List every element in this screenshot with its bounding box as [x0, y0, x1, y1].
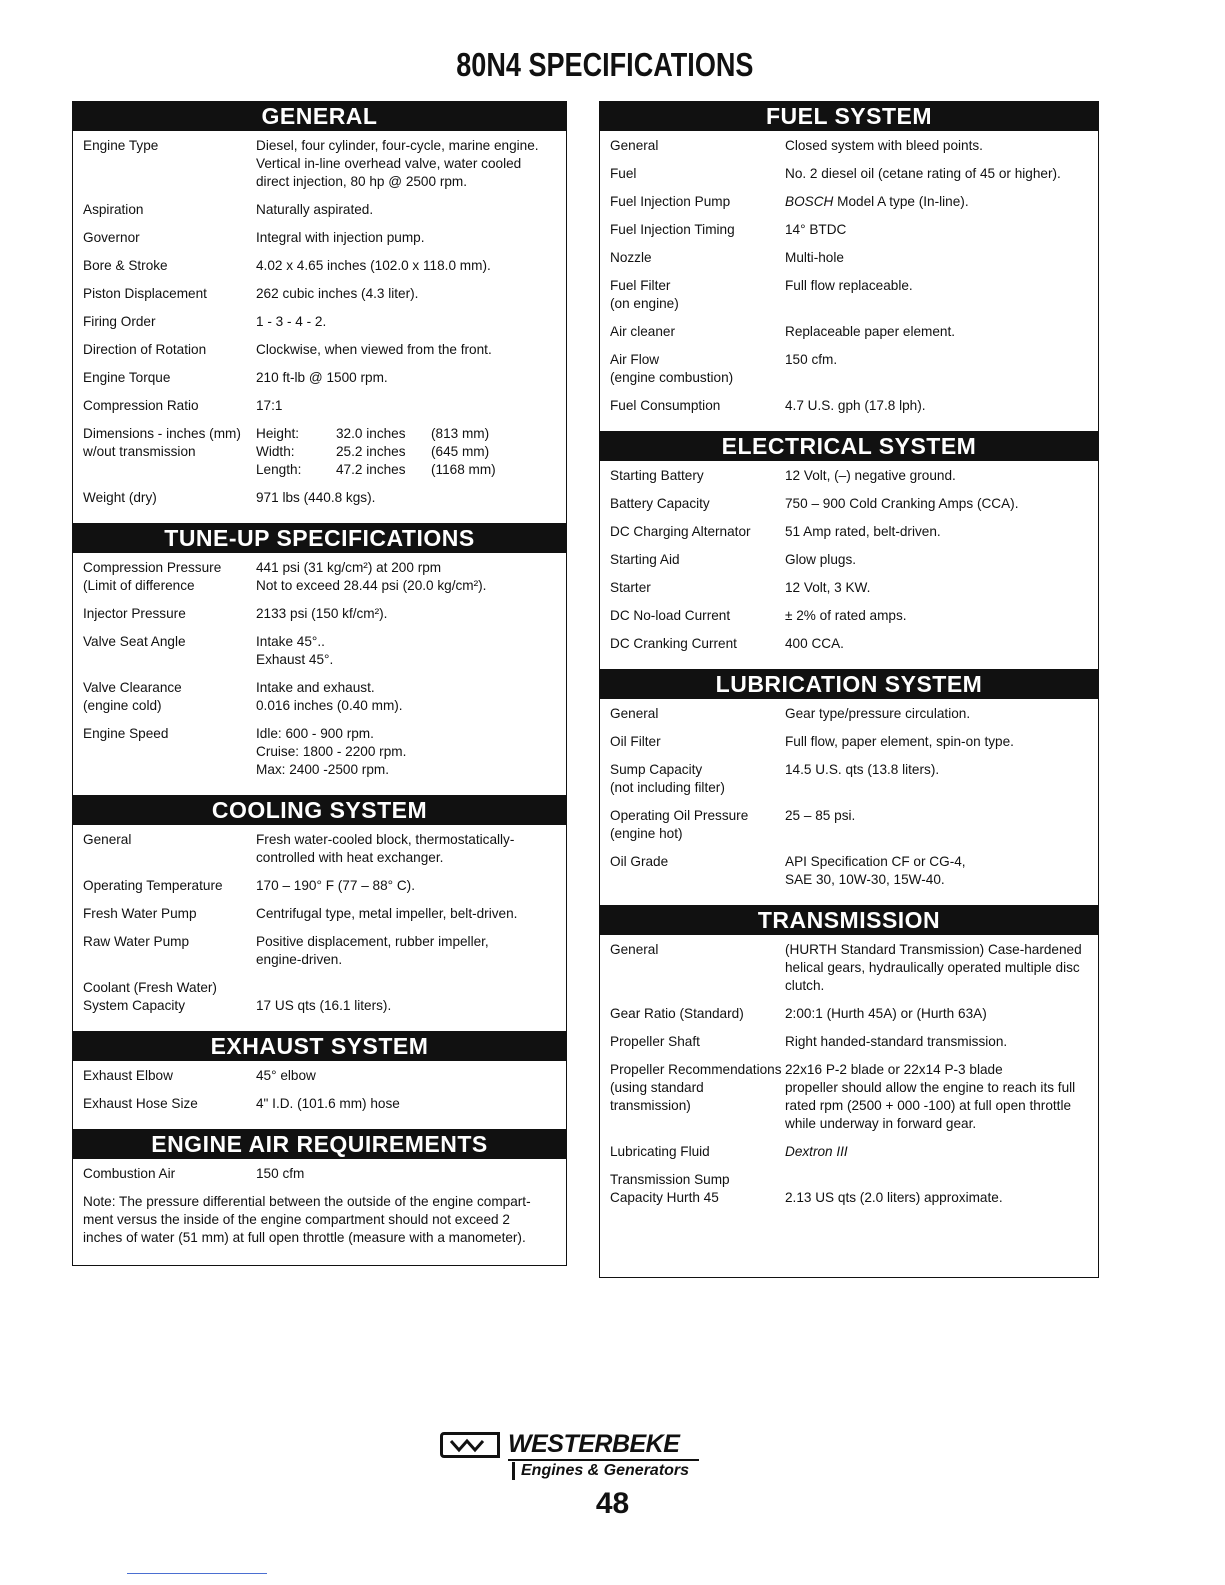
spec-label: Fuel Injection Pump: [610, 194, 731, 209]
spec-value: Intake 45°.. Exhaust 45°.: [256, 634, 334, 667]
section-header-air: ENGINE AIR REQUIREMENTS: [73, 1129, 566, 1159]
spec-value: 4.7 U.S. gph (17.8 lph).: [785, 398, 926, 413]
spec-label: Transmission Sump Capacity Hurth 45: [610, 1172, 730, 1205]
spec-row: [83, 831, 556, 867]
spec-row: [610, 137, 1088, 155]
spec-row: [83, 679, 556, 715]
spec-row: [83, 605, 556, 623]
spec-value: Positive displacement, rubber impeller, engine-driven.: [256, 934, 489, 967]
spec-label: Coolant (Fresh Water) System Capacity: [83, 980, 217, 1013]
spec-value: Gear type/pressure circulation.: [785, 706, 971, 721]
spec-row: [610, 165, 1088, 183]
spec-value: No. 2 diesel oil (cetane rating of 45 or higher).: [785, 166, 1061, 181]
spec-label: General: [83, 832, 132, 847]
dimensions-row: [83, 425, 556, 479]
spec-row: [610, 551, 1088, 569]
spec-label: Exhaust Elbow: [83, 1068, 173, 1083]
spec-value: [785, 193, 1088, 211]
spec-row: [83, 559, 556, 595]
spec-label: Engine Torque: [83, 370, 171, 385]
spec-label: Sump Capacity (not including filter): [610, 762, 725, 795]
section-header-lubrication: LUBRICATION SYSTEM: [600, 669, 1098, 699]
spec-label: Compression Ratio: [83, 398, 199, 413]
tuneup-rows: [73, 553, 566, 795]
spec-value: 45° elbow: [256, 1068, 316, 1083]
spec-row: [610, 1171, 1088, 1207]
spec-row: [610, 1005, 1088, 1023]
spec-row: [610, 221, 1088, 239]
section-header-tuneup: TUNE-UP SPECIFICATIONS: [73, 523, 566, 553]
spec-label: Starter: [610, 580, 651, 595]
spec-value: 12 Volt, 3 KW.: [785, 580, 871, 595]
spec-value: 25 – 85 psi.: [785, 808, 856, 823]
spec-value: 150 cfm.: [785, 352, 838, 367]
dimensions-grid: [256, 425, 556, 479]
spec-label: Engine Speed: [83, 726, 169, 741]
spec-value: 12 Volt, (–) negative ground.: [785, 468, 956, 483]
spec-label: Fuel Consumption: [610, 398, 721, 413]
spec-value-italic: BOSCH: [785, 194, 834, 209]
logo-mark-icon: [440, 1432, 500, 1458]
right-column: [599, 101, 1099, 1278]
spec-value: 2:00:1 (Hurth 45A) or (Hurth 63A): [785, 1006, 987, 1021]
spec-row: [610, 523, 1088, 541]
dimension-mm: (645 mm): [431, 444, 490, 459]
spec-value: Clockwise, when viewed from the front.: [256, 342, 492, 357]
section-header-exhaust: EXHAUST SYSTEM: [73, 1031, 566, 1061]
spec-value: 14° BTDC: [785, 222, 847, 237]
left-column: [72, 101, 567, 1266]
dimension-mm: (1168 mm): [431, 462, 496, 477]
spec-label: Propeller Recommendations (using standard transmission): [610, 1062, 782, 1113]
spec-value: Idle: 600 - 900 rpm. Cruise: 1800 - 2200 rpm. Max: 2400 -2500 rpm.: [256, 726, 407, 777]
spec-label: Oil Filter: [610, 734, 661, 749]
spec-row: [83, 979, 556, 1015]
spec-row: [83, 285, 556, 303]
spec-value: 262 cubic inches (4.3 liter).: [256, 286, 419, 301]
spec-label: General: [610, 942, 659, 957]
spec-label: Gear Ratio (Standard): [610, 1006, 744, 1021]
spec-row: [83, 633, 556, 669]
dimension-name: Width:: [256, 444, 295, 459]
dimension-inches: 47.2 inches: [336, 462, 406, 477]
spec-row: [610, 807, 1088, 843]
spec-label: Nozzle: [610, 250, 652, 265]
exhaust-rows: [73, 1061, 566, 1129]
section-header-general: GENERAL: [73, 101, 566, 131]
westerbeke-logo: [440, 1430, 730, 1490]
bottom-rule: [127, 1573, 267, 1574]
section-header-electrical: ELECTRICAL SYSTEM: [600, 431, 1098, 461]
spec-value-text: Model A type (In-line).: [833, 194, 969, 209]
spec-row: [83, 877, 556, 895]
section-header-fuel: FUEL SYSTEM: [600, 101, 1098, 131]
spec-value: 2.13 US qts (2.0 liters) approximate.: [785, 1190, 1003, 1205]
spec-value: 441 psi (31 kg/cm²) at 200 rpm Not to exceed 28.44 psi (20.0 kg/cm²).: [256, 560, 487, 593]
dimension-inches: 32.0 inches: [336, 426, 406, 441]
spec-label: Fresh Water Pump: [83, 906, 197, 921]
spec-value: 51 Amp rated, belt-driven.: [785, 524, 941, 539]
spec-label: Starting Aid: [610, 552, 680, 567]
spec-row: [83, 725, 556, 779]
spec-value: 400 CCA.: [785, 636, 844, 651]
cooling-rows: [73, 825, 566, 1031]
spec-row: [83, 1165, 556, 1183]
spec-value: Right handed-standard transmission.: [785, 1034, 1008, 1049]
section-header-transmission: TRANSMISSION: [600, 905, 1098, 935]
spec-row: [610, 1061, 1088, 1133]
section-header-cooling: COOLING SYSTEM: [73, 795, 566, 825]
spec-label: Propeller Shaft: [610, 1034, 700, 1049]
spec-value: 150 cfm: [256, 1166, 305, 1181]
spec-row: [610, 853, 1088, 889]
spec-label: Governor: [83, 230, 140, 245]
spec-row: [610, 1143, 1088, 1161]
spec-label: DC No-load Current: [610, 608, 731, 623]
air-note: Note: The pressure differential between the outside of the engine compart- ment versus the inside of the engine compartment should not exceed 2 inches of water (51 mm) at full open throttle (measure with a manometer).: [83, 1194, 531, 1245]
spec-row: [610, 351, 1088, 387]
dimension-name: Height:: [256, 426, 300, 441]
spec-label: Direction of Rotation: [83, 342, 207, 357]
spec-row: [83, 397, 556, 415]
spec-row: [610, 193, 1088, 211]
spec-row: [610, 635, 1088, 653]
lubrication-rows: [600, 699, 1098, 905]
spec-value-italic: Dextron III: [785, 1144, 848, 1159]
spec-row: [610, 941, 1088, 995]
dimension-mm: (813 mm): [431, 426, 490, 441]
brand-tagline: Engines & Generators: [512, 1462, 689, 1480]
spec-value: 170 – 190° F (77 – 88° C).: [256, 878, 415, 893]
spec-label: Exhaust Hose Size: [83, 1096, 198, 1111]
spec-row: [83, 369, 556, 387]
spec-row: [610, 579, 1088, 597]
electrical-rows: [600, 461, 1098, 669]
spec-value: Fresh water-cooled block, thermostatically- controlled with heat exchanger.: [256, 832, 515, 865]
transmission-rows: [600, 935, 1098, 1277]
spec-value: Closed system with bleed points.: [785, 138, 983, 153]
spec-label: Compression Pressure (Limit of difference: [83, 560, 222, 593]
spec-value: Full flow, paper element, spin-on type.: [785, 734, 1014, 749]
spec-value: (HURTH Standard Transmission) Case-hardened helical gears, hydraulically operated multiple disc clutch.: [785, 942, 1082, 993]
spec-row: [610, 733, 1088, 751]
spec-label: Fuel: [610, 166, 637, 181]
page-title: 80N4 SPECIFICATIONS: [456, 46, 754, 83]
spec-label: Raw Water Pump: [83, 934, 190, 949]
weight-label: Weight (dry): [83, 490, 157, 505]
spec-label: Engine Type: [83, 138, 159, 153]
spec-row: [83, 933, 556, 969]
spec-row: [610, 1033, 1088, 1051]
spec-value: 17:1: [256, 398, 283, 413]
spec-row: [610, 495, 1088, 513]
spec-value: Replaceable paper element.: [785, 324, 956, 339]
spec-value: Integral with injection pump.: [256, 230, 425, 245]
spec-value: 750 – 900 Cold Cranking Amps (CCA).: [785, 496, 1019, 511]
general-rows: [73, 131, 566, 523]
dimension-name: Length:: [256, 462, 302, 477]
spec-value: 14.5 U.S. qts (13.8 liters).: [785, 762, 940, 777]
spec-label: Fuel Injection Timing: [610, 222, 735, 237]
spec-label: Air cleaner: [610, 324, 675, 339]
spec-value: ± 2% of rated amps.: [785, 608, 907, 623]
spec-row: [610, 607, 1088, 625]
spec-label: Valve Seat Angle: [83, 634, 186, 649]
spec-row: [610, 323, 1088, 341]
spec-row: [83, 137, 556, 191]
spec-label: Injector Pressure: [83, 606, 186, 621]
spec-value: 4" I.D. (101.6 mm) hose: [256, 1096, 400, 1111]
spec-label: DC Charging Alternator: [610, 524, 751, 539]
spec-row: [610, 277, 1088, 313]
spec-row: [83, 1095, 556, 1113]
fuel-rows: [600, 131, 1098, 431]
spec-value: Full flow replaceable.: [785, 278, 913, 293]
spec-label: Piston Displacement: [83, 286, 207, 301]
spec-label: Fuel Filter (on engine): [610, 278, 679, 311]
spec-value: API Specification CF or CG-4, SAE 30, 10W-30, 15W-40.: [785, 854, 966, 887]
spec-row: [610, 397, 1088, 415]
weight-row: [83, 489, 556, 507]
spec-value: Naturally aspirated.: [256, 202, 374, 217]
spec-row: [610, 249, 1088, 267]
dimension-inches: 25.2 inches: [336, 444, 406, 459]
spec-row: [83, 1067, 556, 1085]
spec-row: [83, 341, 556, 359]
spec-value: Glow plugs.: [785, 552, 857, 567]
spec-label: Valve Clearance (engine cold): [83, 680, 182, 713]
spec-label: Firing Order: [83, 314, 156, 329]
air-rows: [73, 1159, 566, 1183]
spec-label: Operating Oil Pressure (engine hot): [610, 808, 749, 841]
spec-row: [83, 313, 556, 331]
spec-value: Diesel, four cylinder, four-cycle, marine engine. Vertical in-line overhead valve, water cooled direct injection, 80 hp @ 2500 rpm.: [256, 138, 539, 189]
spec-label: Battery Capacity: [610, 496, 710, 511]
right-box: [599, 101, 1099, 1278]
spec-row: [83, 229, 556, 247]
spec-label: General: [610, 138, 659, 153]
spec-label: General: [610, 706, 659, 721]
spec-value: 4.02 x 4.65 inches (102.0 x 118.0 mm).: [256, 258, 491, 273]
spec-label: Starting Battery: [610, 468, 704, 483]
spec-row: [610, 705, 1088, 723]
spec-label: Aspiration: [83, 202, 144, 217]
spec-row: [610, 761, 1088, 797]
brand-name: WESTERBEKE: [508, 1430, 699, 1461]
spec-label: Oil Grade: [610, 854, 669, 869]
spec-row: [83, 257, 556, 275]
weight-value: 971 lbs (440.8 kgs).: [256, 490, 376, 505]
spec-label: Bore & Stroke: [83, 258, 168, 273]
page-number: 48: [595, 1487, 630, 1520]
spec-value: [785, 1143, 1088, 1161]
left-box: [72, 101, 567, 1266]
spec-row: [83, 905, 556, 923]
spec-value: 2133 psi (150 kf/cm²).: [256, 606, 388, 621]
spec-value: Multi-hole: [785, 250, 844, 265]
spec-value: 22x16 P-2 blade or 22x14 P-3 blade propeller should allow the engine to reach its full rated rpm (2500 + 000 -100) at full open throttle while underway in forward gear.: [785, 1062, 1076, 1131]
dimensions-label: Dimensions - inches (mm) w/out transmission: [83, 426, 241, 459]
spec-value: 17 US qts (16.1 liters).: [256, 998, 392, 1013]
spec-value: 1 - 3 - 4 - 2.: [256, 314, 327, 329]
spec-row: [610, 467, 1088, 485]
spec-label: DC Cranking Current: [610, 636, 737, 651]
spec-label: Air Flow (engine combustion): [610, 352, 734, 385]
spec-value: Centrifugal type, metal impeller, belt-driven.: [256, 906, 518, 921]
spec-row: [83, 201, 556, 219]
spec-label: Combustion Air: [83, 1166, 176, 1181]
spec-label: Operating Temperature: [83, 878, 223, 893]
spec-value: Intake and exhaust. 0.016 inches (0.40 mm).: [256, 680, 403, 713]
spec-label: Lubricating Fluid: [610, 1144, 710, 1159]
spec-value: 210 ft-lb @ 1500 rpm.: [256, 370, 388, 385]
